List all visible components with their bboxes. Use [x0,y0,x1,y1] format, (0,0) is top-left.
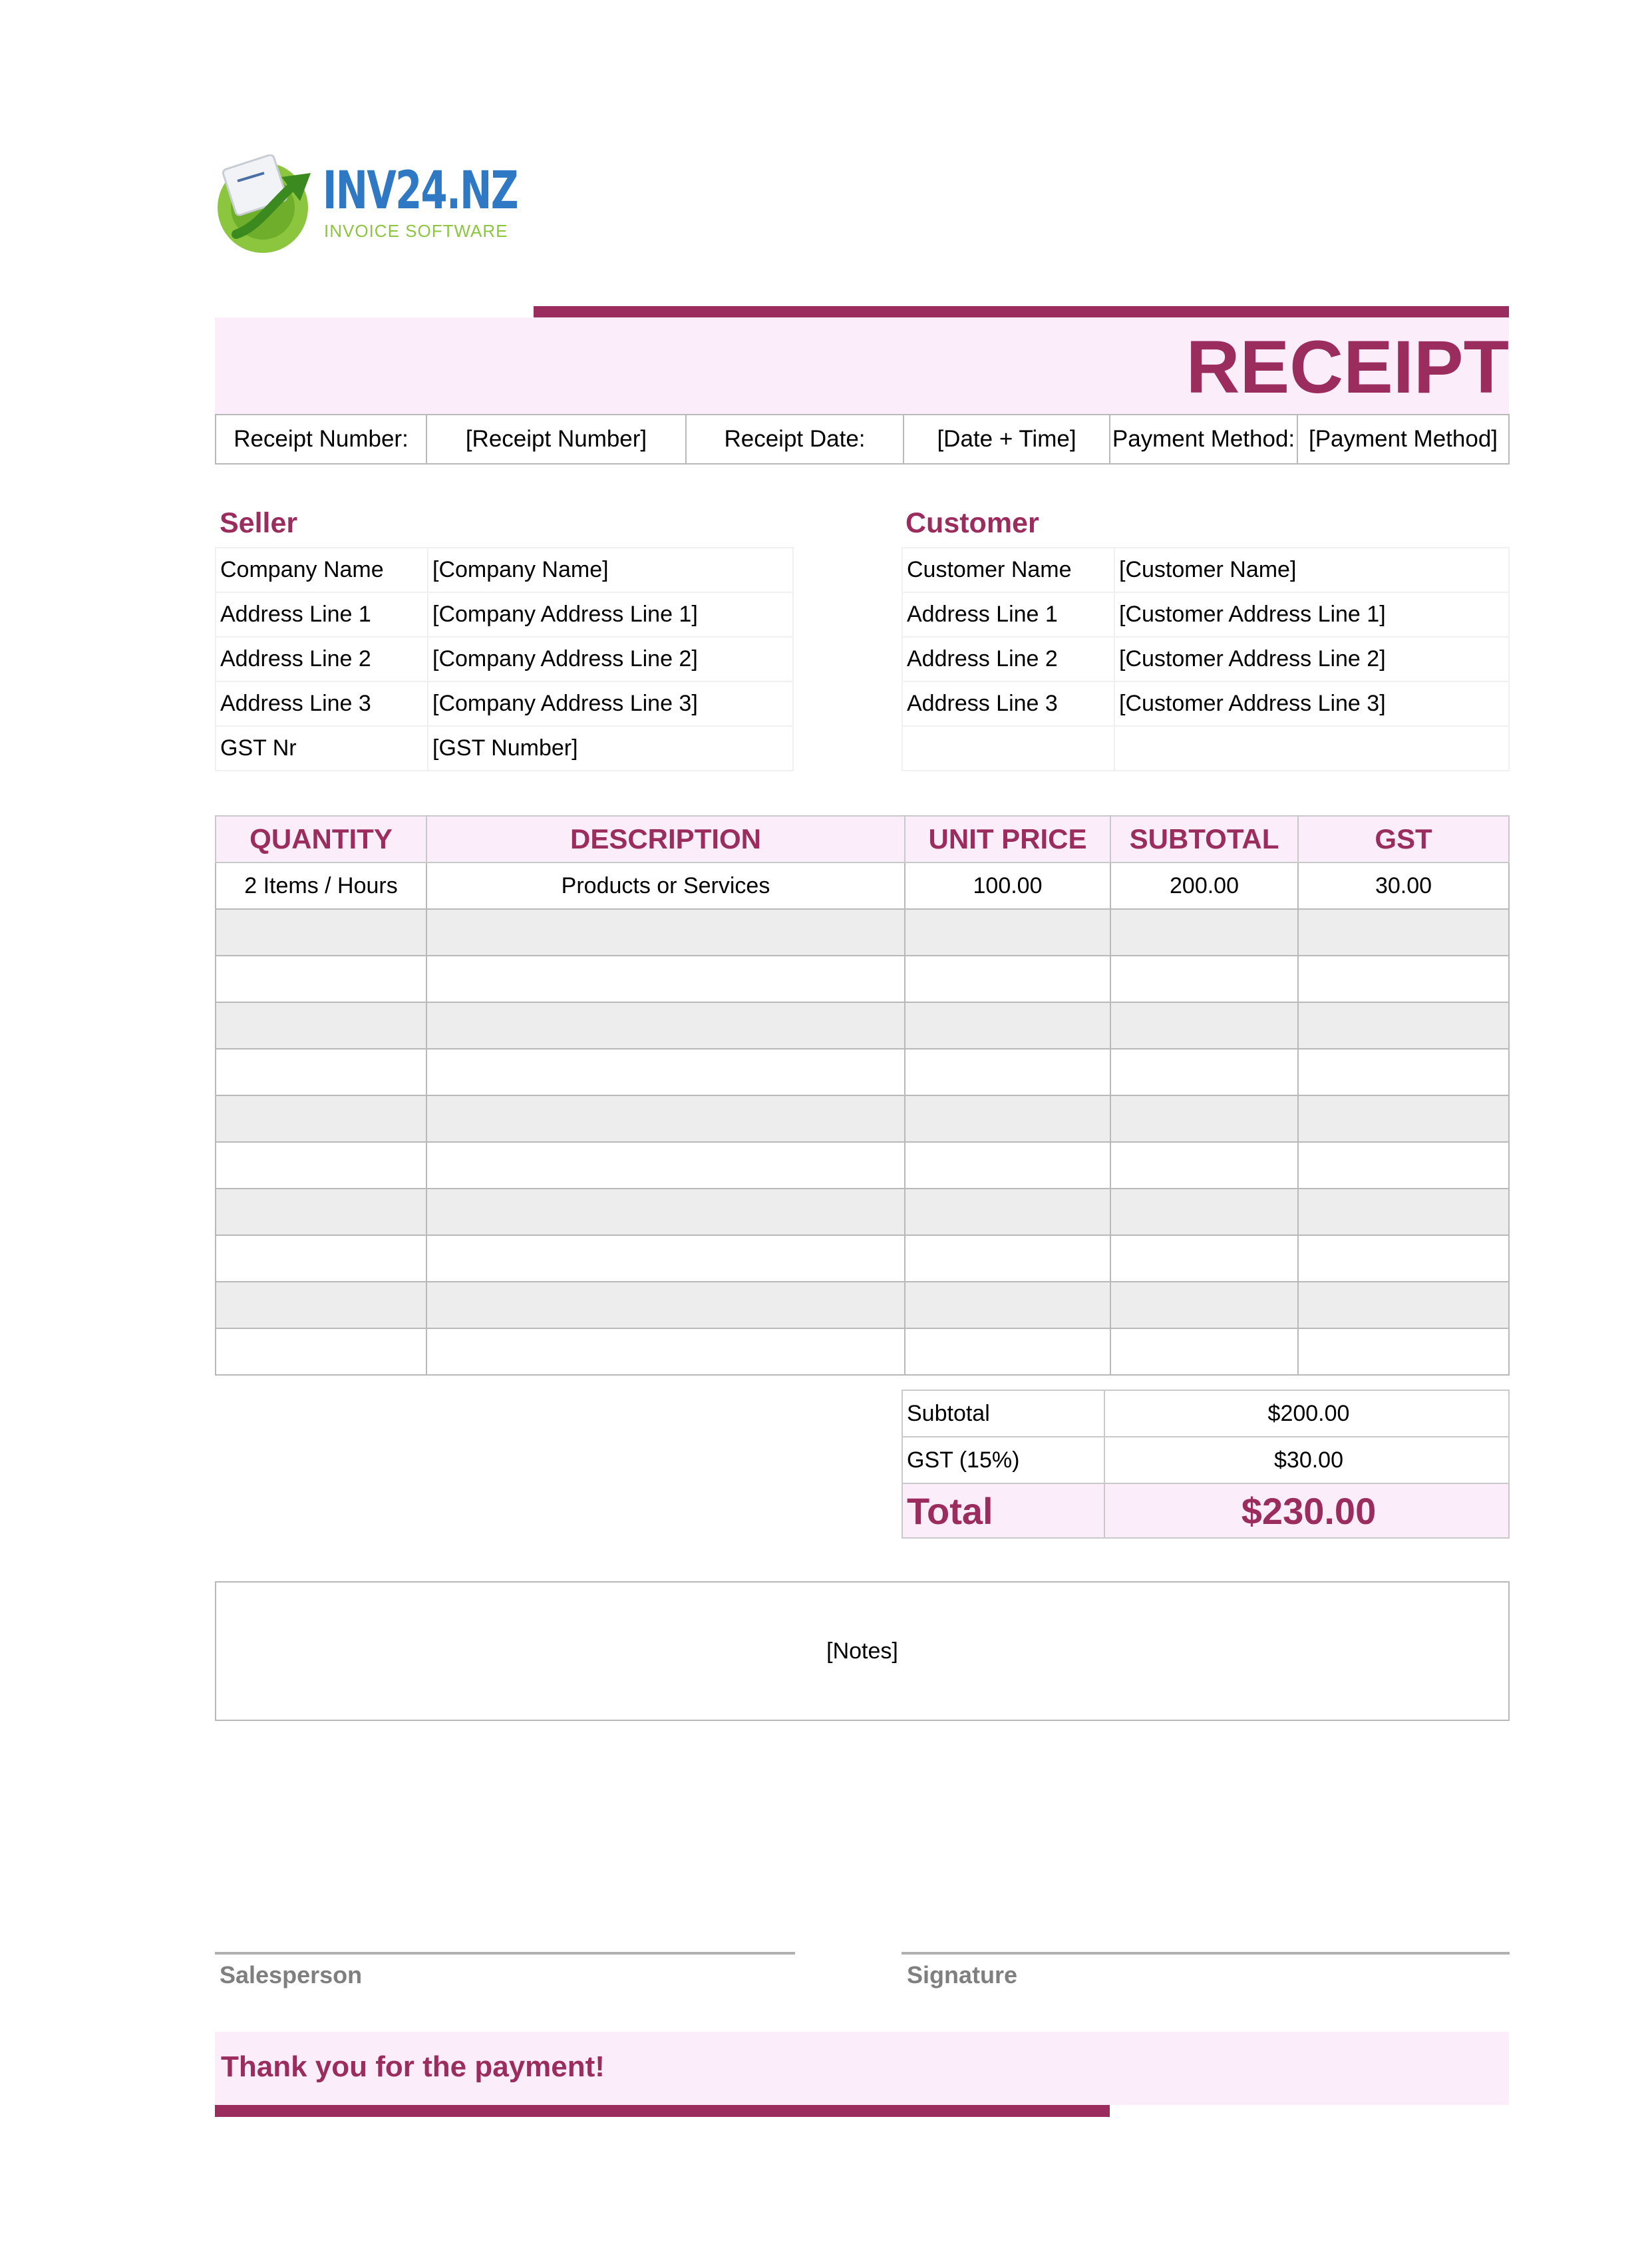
gst-label: GST (15%) [902,1437,1104,1483]
signature-label: Signature [907,1961,1018,1988]
customer-label: Address Line 3 [902,681,1114,726]
quantity-cell [216,1235,426,1282]
gst-cell [1298,909,1509,956]
table-row [216,1142,1509,1189]
seller-value: [Company Address Line 3] [428,681,793,726]
customer-row [902,726,1509,771]
gst-cell [1298,1235,1509,1282]
customer-row [902,681,1509,726]
line-items-table [215,815,1510,1376]
subtotal-cell: 200.00 [1110,862,1298,909]
unit-price-cell [905,1142,1110,1189]
gst-header: GST [1298,816,1509,862]
seller-label: Address Line 3 [216,681,428,726]
gst-cell [1298,1049,1509,1095]
receipt-number-value: [Receipt Number] [426,415,686,464]
gst-value: $30.00 [1104,1437,1509,1483]
description-header: DESCRIPTION [426,816,905,862]
table-row [216,862,1509,909]
customer-value [1114,726,1509,771]
quantity-cell [216,909,426,956]
quantity-cell [216,1282,426,1328]
description-cell [426,1142,905,1189]
logo-mark-icon [216,154,316,254]
top-accent-bar [534,306,1509,317]
seller-value: [Company Name] [428,548,793,592]
seller-table [215,547,794,771]
table-row [216,1095,1509,1142]
description-cell [426,1235,905,1282]
seller-row [216,726,793,771]
receipt-number-label: Receipt Number: [216,415,426,464]
unit-price-cell [905,1049,1110,1095]
customer-value: [Customer Name] [1114,548,1509,592]
customer-row [902,637,1509,681]
unit-price-cell [905,1328,1110,1375]
table-row [216,1328,1509,1375]
description-cell [426,1282,905,1328]
gst-cell [1298,1189,1509,1235]
table-row [216,956,1509,1002]
table-row [216,1002,1509,1049]
seller-row [216,548,793,592]
logo-name: INV24.NZ [323,161,518,221]
subtotal-value: $200.00 [1104,1390,1509,1437]
description-cell [426,1095,905,1142]
quantity-cell [216,1328,426,1375]
seller-row [216,637,793,681]
customer-label: Customer Name [902,548,1114,592]
subtotal-cell [1110,1235,1298,1282]
unit-price-header: UNIT PRICE [905,816,1110,862]
notes-box [215,1581,1510,1721]
seller-label: Company Name [216,548,428,592]
seller-value: [Company Address Line 2] [428,637,793,681]
description-cell [426,1049,905,1095]
subtotal-header: SUBTOTAL [1110,816,1298,862]
document-title: RECEIPT [1186,325,1509,409]
customer-value: [Customer Address Line 2] [1114,637,1509,681]
subtotal-cell [1110,1002,1298,1049]
description-cell [426,1002,905,1049]
subtotal-cell [1110,1189,1298,1235]
total-row [902,1483,1509,1538]
seller-label: Address Line 1 [216,592,428,637]
subtotal-cell [1110,1142,1298,1189]
quantity-cell [216,1095,426,1142]
unit-price-cell [905,1189,1110,1235]
subtotal-cell [1110,1049,1298,1095]
payment-method-value: [Payment Method] [1297,415,1509,464]
quantity-cell [216,1049,426,1095]
gst-cell: 30.00 [1298,862,1509,909]
seller-row [216,681,793,726]
customer-row [902,592,1509,637]
subtotal-cell [1110,909,1298,956]
receipt-date-label: Receipt Date: [686,415,904,464]
unit-price-cell [905,1095,1110,1142]
notes-text: [Notes] [826,1638,898,1664]
receipt-meta-table [215,414,1510,465]
gst-row [902,1437,1509,1483]
salesperson-line [215,1952,795,1955]
description-cell: Products or Services [426,862,905,909]
seller-value: [Company Address Line 1] [428,592,793,637]
unit-price-cell [905,909,1110,956]
customer-label: Address Line 2 [902,637,1114,681]
total-label: Total [902,1483,1104,1538]
customer-value: [Customer Address Line 3] [1114,681,1509,726]
unit-price-cell [905,1235,1110,1282]
bottom-accent-bar [215,2105,1110,2117]
description-cell [426,909,905,956]
table-row [216,909,1509,956]
description-cell [426,1189,905,1235]
quantity-cell [216,956,426,1002]
subtotal-label: Subtotal [902,1390,1104,1437]
customer-row [902,548,1509,592]
subtotal-cell [1110,1095,1298,1142]
customer-table [902,547,1510,771]
gst-cell [1298,1328,1509,1375]
customer-value: [Customer Address Line 1] [1114,592,1509,637]
seller-row [216,592,793,637]
total-value: $230.00 [1104,1483,1509,1538]
customer-heading: Customer [906,507,1039,539]
quantity-cell: 2 Items / Hours [216,862,426,909]
quantity-cell [216,1189,426,1235]
seller-label: GST Nr [216,726,428,771]
seller-label: Address Line 2 [216,637,428,681]
payment-method-label: Payment Method: [1110,415,1297,464]
customer-label [902,726,1114,771]
signature-line [902,1952,1510,1955]
logo-tagline: INVOICE SOFTWARE [324,221,508,241]
gst-cell [1298,1142,1509,1189]
table-row [216,1189,1509,1235]
receipt-date-value: [Date + Time] [904,415,1110,464]
subtotal-cell [1110,1328,1298,1375]
gst-cell [1298,956,1509,1002]
unit-price-cell [905,1282,1110,1328]
unit-price-cell [905,1002,1110,1049]
quantity-cell [216,1142,426,1189]
subtotal-cell [1110,1282,1298,1328]
unit-price-cell: 100.00 [905,862,1110,909]
gst-cell [1298,1002,1509,1049]
subtotal-cell [1110,956,1298,1002]
table-row [216,1049,1509,1095]
gst-cell [1298,1095,1509,1142]
quantity-cell [216,1002,426,1049]
seller-heading: Seller [220,507,298,539]
table-row [216,1282,1509,1328]
quantity-header: QUANTITY [216,816,426,862]
customer-label: Address Line 1 [902,592,1114,637]
gst-cell [1298,1282,1509,1328]
description-cell [426,956,905,1002]
table-row [216,1235,1509,1282]
seller-value: [GST Number] [428,726,793,771]
thank-you-message: Thank you for the payment! [221,2050,605,2083]
company-logo [216,154,518,254]
description-cell [426,1328,905,1375]
salesperson-label: Salesperson [220,1961,363,1988]
unit-price-cell [905,956,1110,1002]
subtotal-row [902,1390,1509,1437]
totals-table [902,1390,1510,1539]
